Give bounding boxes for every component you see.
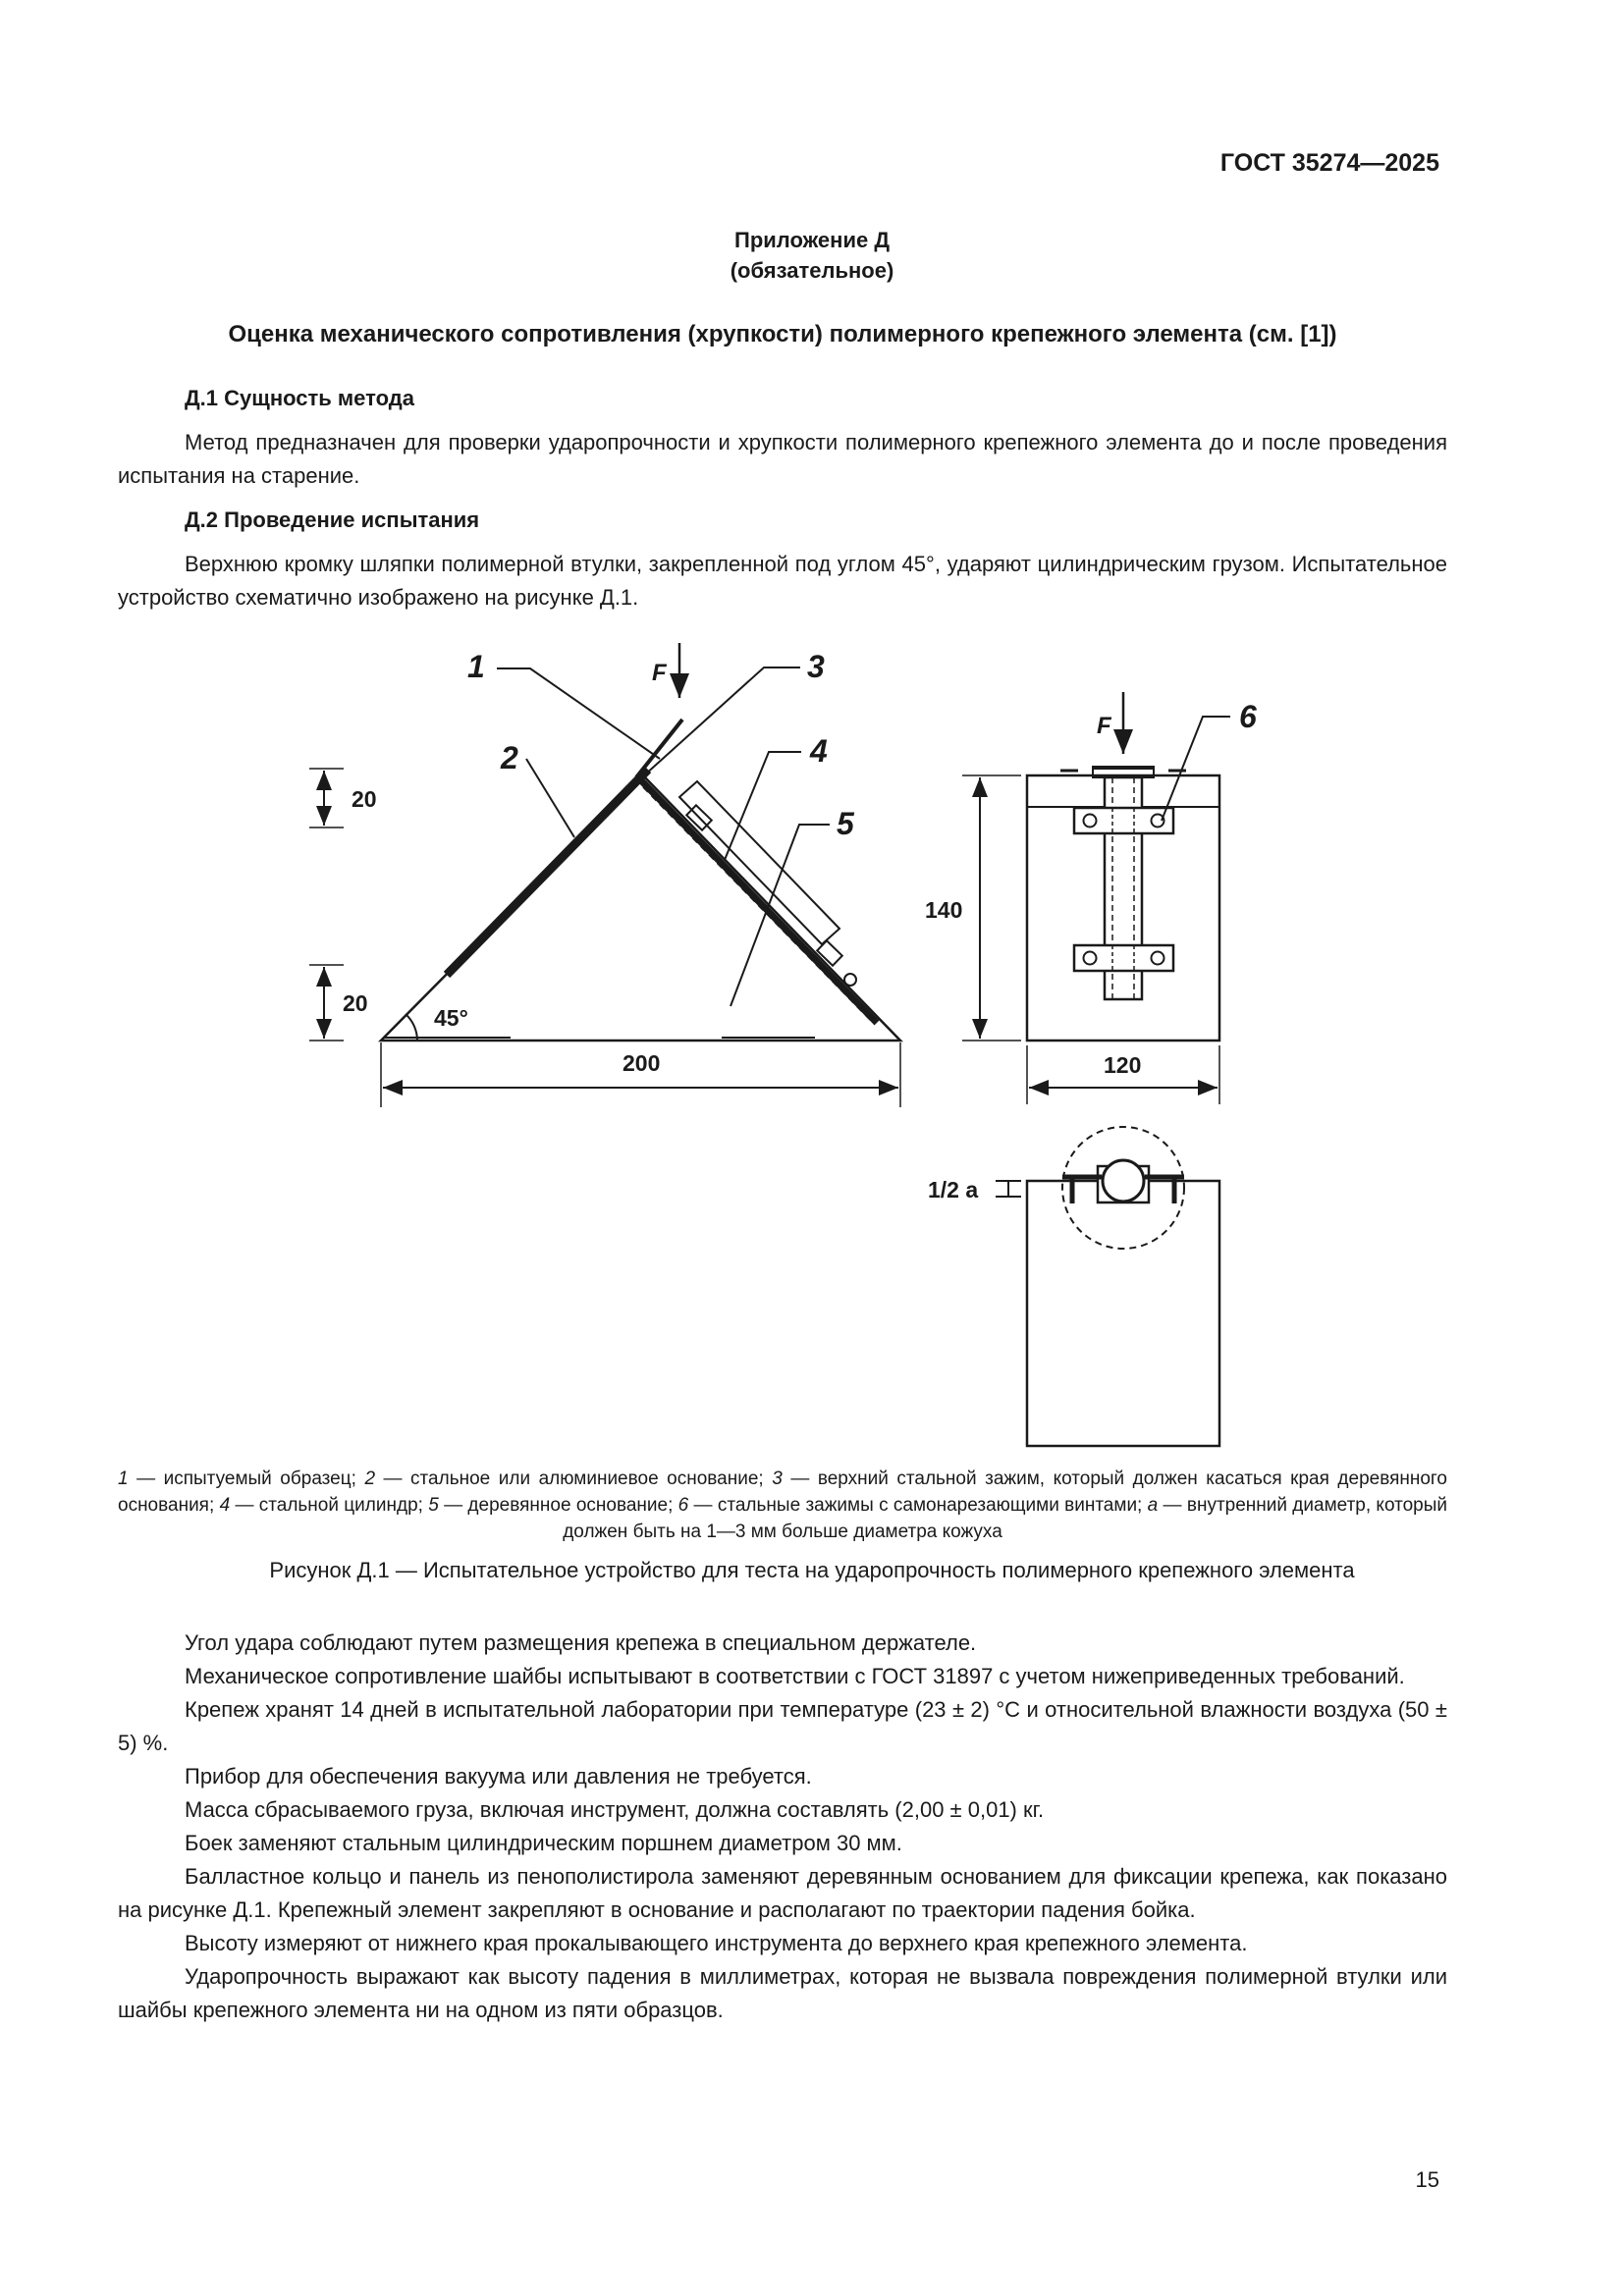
legend-text-5: — деревянное основание; bbox=[438, 1495, 678, 1516]
callout-3 bbox=[644, 667, 800, 775]
body-paragraph: Ударопрочность выражают как высоту падения в миллиметрах, которая не вызвала повреждения полимерной втулки или шайбы крепежного элемента ни на одном из пяти образцов. bbox=[118, 1964, 1447, 2022]
legend-key-1: 1 bbox=[118, 1468, 129, 1489]
label-6: 6 bbox=[1239, 699, 1257, 734]
body-paragraph: Угол удара соблюдают путем размещения крепежа в специальном держателе. bbox=[185, 1630, 977, 1655]
legend-key-3: 3 bbox=[772, 1468, 783, 1489]
label-3: 3 bbox=[807, 649, 825, 684]
section-2-title: Д.2 Проведение испытания bbox=[185, 507, 480, 532]
section-2-text: Верхнюю кромку шляпки полимерной втулки, закрепленной под углом 45°, ударяют цилиндрическим грузом. Испытательное устройство схематично изображено на рисунке Д.1. bbox=[118, 552, 1447, 610]
annex-title: Приложение Д bbox=[734, 228, 890, 252]
document-id: ГОСТ 35274—2025 bbox=[1219, 149, 1439, 177]
legend-key-5: 5 bbox=[428, 1495, 439, 1516]
section-1-title: Д.1 Сущность метода bbox=[185, 386, 414, 410]
angle-label: 45° bbox=[434, 1005, 468, 1031]
legend-text-6: — стальные зажимы с самонарезающими винтами; bbox=[688, 1495, 1148, 1516]
cylinder-section bbox=[1103, 1160, 1144, 1201]
legend-text-2: — стальное или алюминиевое основание; bbox=[375, 1468, 773, 1489]
bottom-view bbox=[996, 1127, 1219, 1446]
screw-hole bbox=[844, 974, 856, 986]
wooden-base-outline bbox=[381, 775, 900, 1041]
front-clamp-bottom bbox=[1074, 945, 1173, 971]
dim-140: 140 bbox=[925, 897, 963, 923]
legend-key-2: 2 bbox=[364, 1468, 376, 1489]
front-view bbox=[1027, 768, 1219, 1041]
label-1: 1 bbox=[467, 649, 485, 684]
body-paragraph: Прибор для обеспечения вакуума или давления не требуется. bbox=[185, 1764, 812, 1789]
label-4: 4 bbox=[810, 733, 828, 769]
label-2: 2 bbox=[501, 740, 518, 775]
body-paragraph: Механическое сопротивление шайбы испытывают в соответствии с ГОСТ 31897 с учетом нижеприведенных требований. bbox=[185, 1664, 1405, 1688]
body-paragraph: Крепеж хранят 14 дней в испытательной лаборатории при температуре (23 ± 2) °С и относительной влажности воздуха (50 ± 5) %. bbox=[118, 1697, 1447, 1755]
body-paragraph: Масса сбрасываемого груза, включая инструмент, должна составлять (2,00 ± 0,01) кг. bbox=[185, 1797, 1045, 1822]
body-paragraph: Боек заменяют стальным цилиндрическим поршнем диаметром 30 мм. bbox=[185, 1831, 902, 1855]
label-5: 5 bbox=[837, 806, 854, 841]
body-paragraph: Высоту измеряют от нижнего края прокалывающего инструмента до верхнего края крепежного элемента. bbox=[185, 1931, 1248, 1955]
dim-20-bottom: 20 bbox=[343, 990, 368, 1016]
force-label-right: F bbox=[1097, 713, 1111, 739]
legend-key-4: 4 bbox=[219, 1495, 231, 1516]
page-number: 15 bbox=[1415, 2167, 1439, 2192]
front-clamp-top bbox=[1074, 808, 1173, 833]
annex-status: (обязательное) bbox=[730, 258, 894, 283]
sample-plate bbox=[447, 770, 648, 975]
body-paragraph: Балластное кольцо и панель из пенополистирола заменяют деревянным основанием для фиксации крепежа, как показано на рисунке Д.1. Крепежный элемент закрепляют в основание и располагают по траектории падения бойка. bbox=[118, 1864, 1447, 1922]
section-1-text: Метод предназначен для проверки ударопрочности и хрупкости полимерного крепежного элемента до и после проведения испытания на старение. bbox=[118, 430, 1447, 488]
steel-cylinder bbox=[679, 781, 839, 944]
force-label-left: F bbox=[652, 660, 667, 686]
bottom-body bbox=[1027, 1181, 1219, 1446]
angle-arc bbox=[406, 1014, 417, 1041]
test-device-figure bbox=[0, 628, 1624, 1453]
callout-2 bbox=[526, 759, 574, 837]
dim-120: 120 bbox=[1104, 1052, 1142, 1078]
figure-legend bbox=[118, 1466, 1447, 1545]
legend-text-a: — внутренний диаметр, который должен быть на 1—3 мм больше диаметра кожуха bbox=[563, 1495, 1447, 1542]
dim-20-top: 20 bbox=[352, 786, 377, 812]
body-text bbox=[118, 1627, 1447, 2027]
callout-1 bbox=[497, 668, 660, 759]
dim-200: 200 bbox=[623, 1050, 661, 1076]
legend-key-a: a bbox=[1147, 1495, 1159, 1516]
legend-text-3: — верхний стальной зажим, который должен касаться края деревянного основания; bbox=[118, 1468, 1447, 1516]
legend-key-6: 6 bbox=[677, 1495, 689, 1516]
half-a-label: 1/2 a bbox=[928, 1177, 979, 1202]
annex-heading: Оценка механического сопротивления (хрупкости) полимерного крепежного элемента (см. [1]) bbox=[228, 321, 1337, 347]
legend-text-4: — стальной цилиндр; bbox=[230, 1495, 429, 1516]
figure-title: Рисунок Д.1 — Испытательное устройство для теста на ударопрочность полимерного крепежного элемента bbox=[269, 1558, 1355, 1582]
left-callouts bbox=[497, 667, 830, 1006]
legend-text-1: — испытуемый образец; bbox=[128, 1468, 365, 1489]
